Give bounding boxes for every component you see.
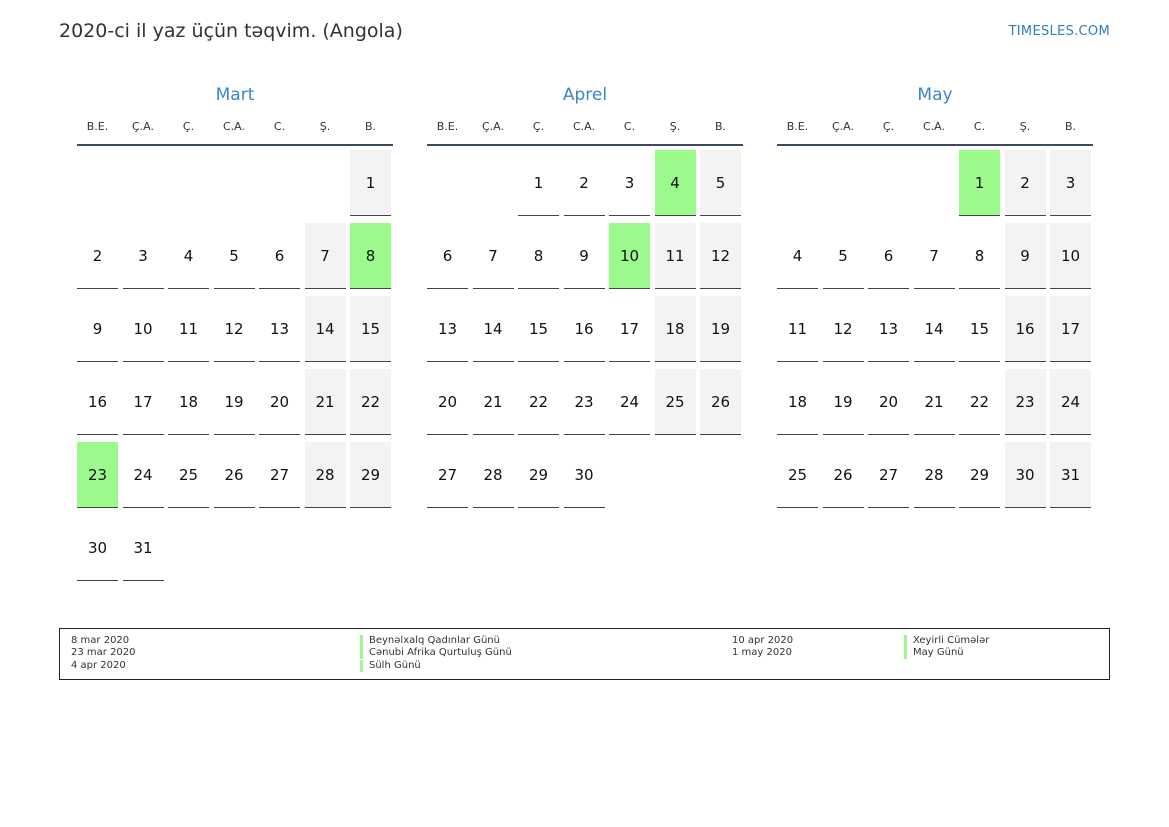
weekday-header [77, 114, 393, 146]
day-cell: 5 [823, 223, 864, 289]
day-cell: 25 [168, 442, 209, 508]
legend-holiday-name: Beynəlxalq Qadınlar Günü [360, 635, 500, 647]
day-cell: 16 [1005, 296, 1046, 362]
page-title: 2020-ci il yaz üçün təqvim. (Angola) [59, 20, 403, 42]
legend-holiday-name: Xeyirli Cümələr [904, 635, 989, 647]
day-cell: 3 [1050, 150, 1091, 216]
month-title: May [917, 85, 953, 105]
holiday-day-cell: 1 [959, 150, 1000, 216]
day-cell: 21 [914, 369, 955, 435]
month-calendar-aprel [427, 84, 743, 484]
weekday-label: B. [1064, 120, 1077, 133]
day-cell: 8 [959, 223, 1000, 289]
day-cell: 25 [777, 442, 818, 508]
day-cell: 30 [564, 442, 605, 508]
day-cell: 19 [214, 369, 255, 435]
day-cell: 3 [609, 150, 650, 216]
day-cell: 27 [259, 442, 300, 508]
holiday-day-cell: 23 [77, 442, 118, 508]
weekday-label: Ç. [532, 120, 545, 133]
legend-date: 8 mar 2020 [71, 635, 130, 646]
month-calendar-may [777, 84, 1093, 484]
day-cell: 22 [959, 369, 1000, 435]
day-cell: 18 [777, 369, 818, 435]
day-cell: 23 [1005, 369, 1046, 435]
day-cell: 22 [518, 369, 559, 435]
weekday-label: Ç.A. [131, 120, 154, 133]
day-cell: 25 [655, 369, 696, 435]
day-cell: 31 [123, 515, 164, 581]
weekday-label: Ç.A. [481, 120, 504, 133]
day-cell: 9 [564, 223, 605, 289]
weekday-label: B.E. [786, 120, 809, 133]
day-cell: 9 [77, 296, 118, 362]
day-cell: 28 [914, 442, 955, 508]
holiday-day-cell: 8 [350, 223, 391, 289]
holiday-legend [59, 628, 1110, 680]
day-cell: 13 [427, 296, 468, 362]
holiday-day-cell: 4 [655, 150, 696, 216]
day-cell: 1 [518, 150, 559, 216]
day-cell: 17 [609, 296, 650, 362]
day-cell: 20 [259, 369, 300, 435]
day-cell: 2 [77, 223, 118, 289]
legend-date: 23 mar 2020 [71, 647, 136, 658]
day-cell: 20 [427, 369, 468, 435]
weekday-label: B.E. [86, 120, 109, 133]
holiday-day-cell: 10 [609, 223, 650, 289]
day-cell: 7 [305, 223, 346, 289]
day-cell: 31 [1050, 442, 1091, 508]
legend-holiday-name: Sülh Günü [360, 660, 421, 672]
day-cell: 14 [473, 296, 514, 362]
weekday-label: B.E. [436, 120, 459, 133]
legend-date: 4 apr 2020 [71, 660, 126, 671]
day-cell: 19 [823, 369, 864, 435]
day-cell: 11 [777, 296, 818, 362]
weekday-label: C. [273, 120, 286, 133]
weekday-label: C.A. [222, 120, 245, 133]
weekday-label: Ş. [669, 120, 681, 133]
day-cell: 15 [518, 296, 559, 362]
day-cell: 15 [959, 296, 1000, 362]
site-link[interactable]: TIMESLES.COM [1008, 24, 1110, 39]
day-cell: 21 [473, 369, 514, 435]
day-cell: 3 [123, 223, 164, 289]
legend-holiday-name: May Günü [904, 647, 964, 659]
day-cell: 12 [823, 296, 864, 362]
day-cell: 19 [700, 296, 741, 362]
weekday-header [777, 114, 1093, 146]
legend-holiday-name: Cənubi Afrika Qurtuluş Günü [360, 647, 512, 659]
day-cell: 29 [350, 442, 391, 508]
day-cell: 9 [1005, 223, 1046, 289]
day-cell: 24 [123, 442, 164, 508]
day-cell: 30 [77, 515, 118, 581]
day-cell: 20 [868, 369, 909, 435]
day-cell: 6 [259, 223, 300, 289]
day-cell: 14 [914, 296, 955, 362]
day-cell: 29 [959, 442, 1000, 508]
day-cell: 15 [350, 296, 391, 362]
day-cell: 13 [259, 296, 300, 362]
day-cell: 18 [655, 296, 696, 362]
day-cell: 4 [168, 223, 209, 289]
day-cell: 26 [214, 442, 255, 508]
day-cell: 12 [700, 223, 741, 289]
day-cell: 28 [305, 442, 346, 508]
day-cell: 8 [518, 223, 559, 289]
day-cell: 6 [427, 223, 468, 289]
day-cell: 24 [609, 369, 650, 435]
day-cell: 4 [777, 223, 818, 289]
day-cell: 17 [123, 369, 164, 435]
day-cell: 5 [700, 150, 741, 216]
day-cell: 11 [168, 296, 209, 362]
day-cell: 2 [1005, 150, 1046, 216]
legend-date: 10 apr 2020 [732, 635, 794, 646]
day-cell: 5 [214, 223, 255, 289]
weekday-label: B. [714, 120, 727, 133]
day-cell: 16 [564, 296, 605, 362]
weekday-label: C. [973, 120, 986, 133]
day-cell: 23 [564, 369, 605, 435]
weekday-label: Ş. [1019, 120, 1031, 133]
day-cell: 11 [655, 223, 696, 289]
month-title: Aprel [562, 85, 608, 105]
day-cell: 16 [77, 369, 118, 435]
day-cell: 2 [564, 150, 605, 216]
day-cell: 29 [518, 442, 559, 508]
weekday-label: Ç. [182, 120, 195, 133]
month-calendar-mart [77, 84, 393, 557]
weekday-label: Ç. [882, 120, 895, 133]
day-cell: 27 [868, 442, 909, 508]
day-cell: 21 [305, 369, 346, 435]
weekday-label: C. [623, 120, 636, 133]
day-cell: 30 [1005, 442, 1046, 508]
weekday-header [427, 114, 743, 146]
day-cell: 1 [350, 150, 391, 216]
day-cell: 10 [1050, 223, 1091, 289]
day-cell: 7 [473, 223, 514, 289]
day-cell: 7 [914, 223, 955, 289]
legend-date: 1 may 2020 [732, 647, 792, 658]
day-cell: 6 [868, 223, 909, 289]
day-cell: 28 [473, 442, 514, 508]
weekday-label: Ş. [319, 120, 331, 133]
day-cell: 18 [168, 369, 209, 435]
day-cell: 10 [123, 296, 164, 362]
weekday-label: B. [364, 120, 377, 133]
day-cell: 22 [350, 369, 391, 435]
day-cell: 26 [700, 369, 741, 435]
day-cell: 26 [823, 442, 864, 508]
weekday-label: Ç.A. [831, 120, 854, 133]
day-cell: 24 [1050, 369, 1091, 435]
day-cell: 14 [305, 296, 346, 362]
day-cell: 13 [868, 296, 909, 362]
weekday-label: C.A. [922, 120, 945, 133]
day-cell: 27 [427, 442, 468, 508]
weekday-label: C.A. [572, 120, 595, 133]
day-cell: 12 [214, 296, 255, 362]
day-cell: 17 [1050, 296, 1091, 362]
month-title: Mart [215, 85, 255, 105]
